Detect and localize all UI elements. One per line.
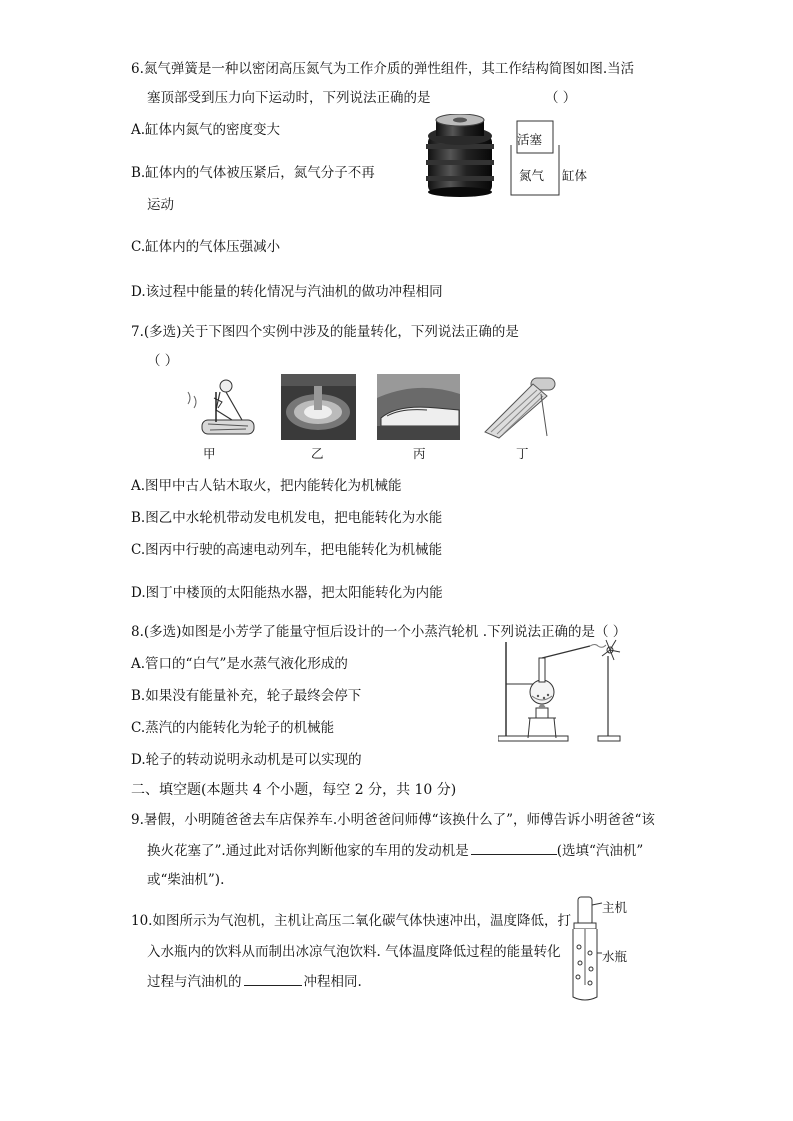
q8-option-d: D.轮子的转动说明永动机是可以实现的 — [131, 752, 362, 768]
q9-stem-line1: 9.暑假，小明随爸爸去车店保养车.小明爸爸问师傅“该换什么了”，师傅告诉小明爸爸“该 — [131, 812, 655, 828]
q8-option-b: B.如果没有能量补充，轮子最终会停下 — [131, 688, 362, 704]
q7-option-d: D.图丁中楼顶的太阳能热水器，把太阳能转化为内能 — [131, 585, 443, 601]
caption-yi: 乙 — [311, 446, 324, 461]
q9-answer-blank[interactable] — [471, 842, 557, 855]
nitrogen-label: 氮气 — [519, 168, 545, 183]
q6-option-d: D.该过程中能量的转化情况与汽油机的做功冲程相同 — [131, 284, 443, 300]
caption-bing: 丙 — [413, 446, 426, 461]
caption-jia: 甲 — [203, 446, 216, 461]
q8-option-a: A.管口的“白气”是水蒸气液化形成的 — [131, 656, 348, 672]
caption-ding: 丁 — [516, 446, 529, 461]
image-bing-electric-train — [377, 374, 460, 440]
q9-stem-line2 — [147, 842, 643, 860]
image-ding-solar-heater — [481, 374, 557, 440]
nitrogen-spring-photo — [424, 114, 496, 198]
q6-option-b-cont: 运动 — [147, 197, 174, 213]
piston-label: 活塞 — [517, 132, 543, 147]
steam-turbine-diagram — [498, 634, 636, 746]
section-heading-fill-in: 二、填空题(本题共 4 个小题，每空 2 分，共 10 分) — [131, 782, 457, 798]
image-yi-water-turbine — [281, 374, 356, 440]
q7-option-a: A.图甲中古人钻木取火，把内能转化为机械能 — [131, 478, 402, 494]
q8-stem-line1: 8.(多选)如图是小芳学了能量守恒后设计的一个小蒸汽轮机 .下列说法正确的是（ ） — [131, 624, 627, 640]
q10-stem-line3b: 冲程相同. — [303, 974, 362, 990]
q10-stem-line3a: 过程与汽油机的 — [147, 974, 242, 990]
q6-option-b: B.缸体内的气体被压紧后，氮气分子不再 — [131, 165, 375, 181]
water-bottle-label: 水瓶 — [602, 949, 628, 964]
q9-stem-line2b: (选填“汽油机” — [556, 843, 644, 859]
q10-stem-line2: 入水瓶内的饮料从而制出冰凉气泡饮料. 气体温度降低过程的能量转化 — [147, 944, 561, 960]
q6-option-a: A.缸体内氮气的密度变大 — [131, 122, 281, 138]
image-jia-drilling-wood — [182, 374, 258, 440]
q6-option-c: C.缸体内的气体压强减小 — [131, 239, 281, 255]
q7-stem-line1: 7.(多选)关于下图四个实例中涉及的能量转化，下列说法正确的是 — [131, 324, 519, 340]
q9-stem-line3: 或“柴油机”). — [147, 872, 225, 888]
q10-answer-blank[interactable] — [244, 973, 302, 986]
q6-answer-bracket: （ ） — [545, 90, 577, 106]
q7-option-c: C.图丙中行驶的高速电动列车，把电能转化为机械能 — [131, 542, 443, 558]
q8-option-c: C.蒸汽的内能转化为轮子的机械能 — [131, 720, 335, 736]
cylinder-label: 缸体 — [562, 168, 588, 183]
q10-stem-line1: 10.如图所示为气泡机，主机让高压二氧化碳气体快速冲出，温度降低，打 — [131, 913, 571, 929]
q10-stem-line3 — [147, 973, 362, 991]
main-unit-label: 主机 — [602, 900, 628, 915]
q6-stem-line2: 塞顶部受到压力向下运动时，下列说法正确的是 — [147, 90, 431, 106]
q7-answer-bracket: （ ） — [147, 353, 179, 369]
q9-stem-line2a: 换火花塞了”.通过此对话你判断他家的车用的发动机是 — [147, 843, 469, 859]
q7-option-b: B.图乙中水轮机带动发电机发电，把电能转化为水能 — [131, 510, 443, 526]
q6-stem-line1: 6.氮气弹簧是一种以密闭高压氮气为工作介质的弹性组件，其工作结构简图如图.当活 — [131, 61, 635, 77]
